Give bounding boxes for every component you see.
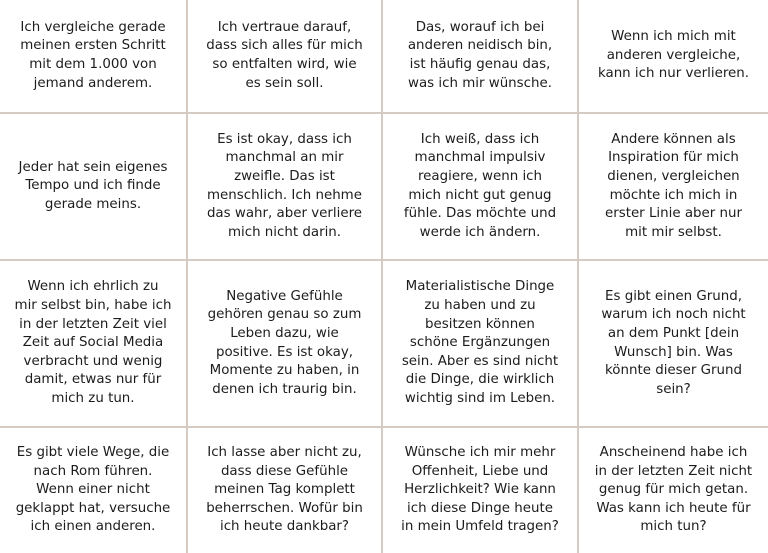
card-r1-c1: Ich vergleiche gerade meinen ersten Schritt mit dem 1.000 von jemand anderem. xyxy=(0,0,188,114)
card-r3-c2: Negative Gefühle gehören genau so zum Leben dazu, wie positive. Es ist okay, Momente zu haben, in denen ich traurig bin. xyxy=(188,261,383,428)
card-r4-c1: Es gibt viele Wege, die nach Rom führen. Wenn einer nicht geklappt hat, versuche ich einen anderen. xyxy=(0,428,188,553)
card-r3-c1: Wenn ich ehrlich zu mir selbst bin, habe ich in der letzten Zeit viel Zeit auf Social Media verbracht und wenig damit, etwas nur für mich zu tun. xyxy=(0,261,188,428)
card-r1-c2: Ich vertraue darauf, dass sich alles für mich so entfalten wird, wie es sein soll. xyxy=(188,0,383,114)
card-r3-c3: Materialistische Dinge zu haben und zu besitzen können schöne Ergänzungen sein. Aber es sind nicht die Dinge, die wirklich wichtig sind im Leben. xyxy=(383,261,579,428)
card-r2-c3: Ich weiß, dass ich manchmal impulsiv reagiere, wenn ich mich nicht gut genug fühle. Das möchte und werde ich ändern. xyxy=(383,114,579,261)
card-r2-c4: Andere können als Inspiration für mich dienen, vergleichen möchte ich mich in erster Linie aber nur mit mir selbst. xyxy=(579,114,768,261)
card-r1-c3: Das, worauf ich bei anderen neidisch bin, ist häufig genau das, was ich mir wünsche. xyxy=(383,0,579,114)
card-r1-c4: Wenn ich mich mit anderen vergleiche, kann ich nur verlieren. xyxy=(579,0,768,114)
card-r4-c3: Wünsche ich mir mehr Offenheit, Liebe und Herzlichkeit? Wie kann ich diese Dinge heute in mein Umfeld tragen? xyxy=(383,428,579,553)
card-r4-c4: Anscheinend habe ich in der letzten Zeit nicht genug für mich getan. Was kann ich heute für mich tun? xyxy=(594,445,753,535)
card-r2-c1: Jeder hat sein eigenes Tempo und ich finde gerade meins. xyxy=(0,114,188,261)
card-r4-c2: Ich lasse aber nicht zu, dass diese Gefühle meinen Tag komplett beherrschen. Wofür bin ich heute dankbar? xyxy=(188,428,383,553)
card-r3-c4: Es gibt einen Grund, warum ich noch nicht an dem Punkt [dein Wunsch] bin. Was könnte dieser Grund sein? xyxy=(579,261,768,428)
card-r2-c2: Es ist okay, dass ich manchmal an mir zweifle. Das ist menschlich. Ich nehme das wahr, aber verliere mich nicht darin. xyxy=(188,114,383,261)
